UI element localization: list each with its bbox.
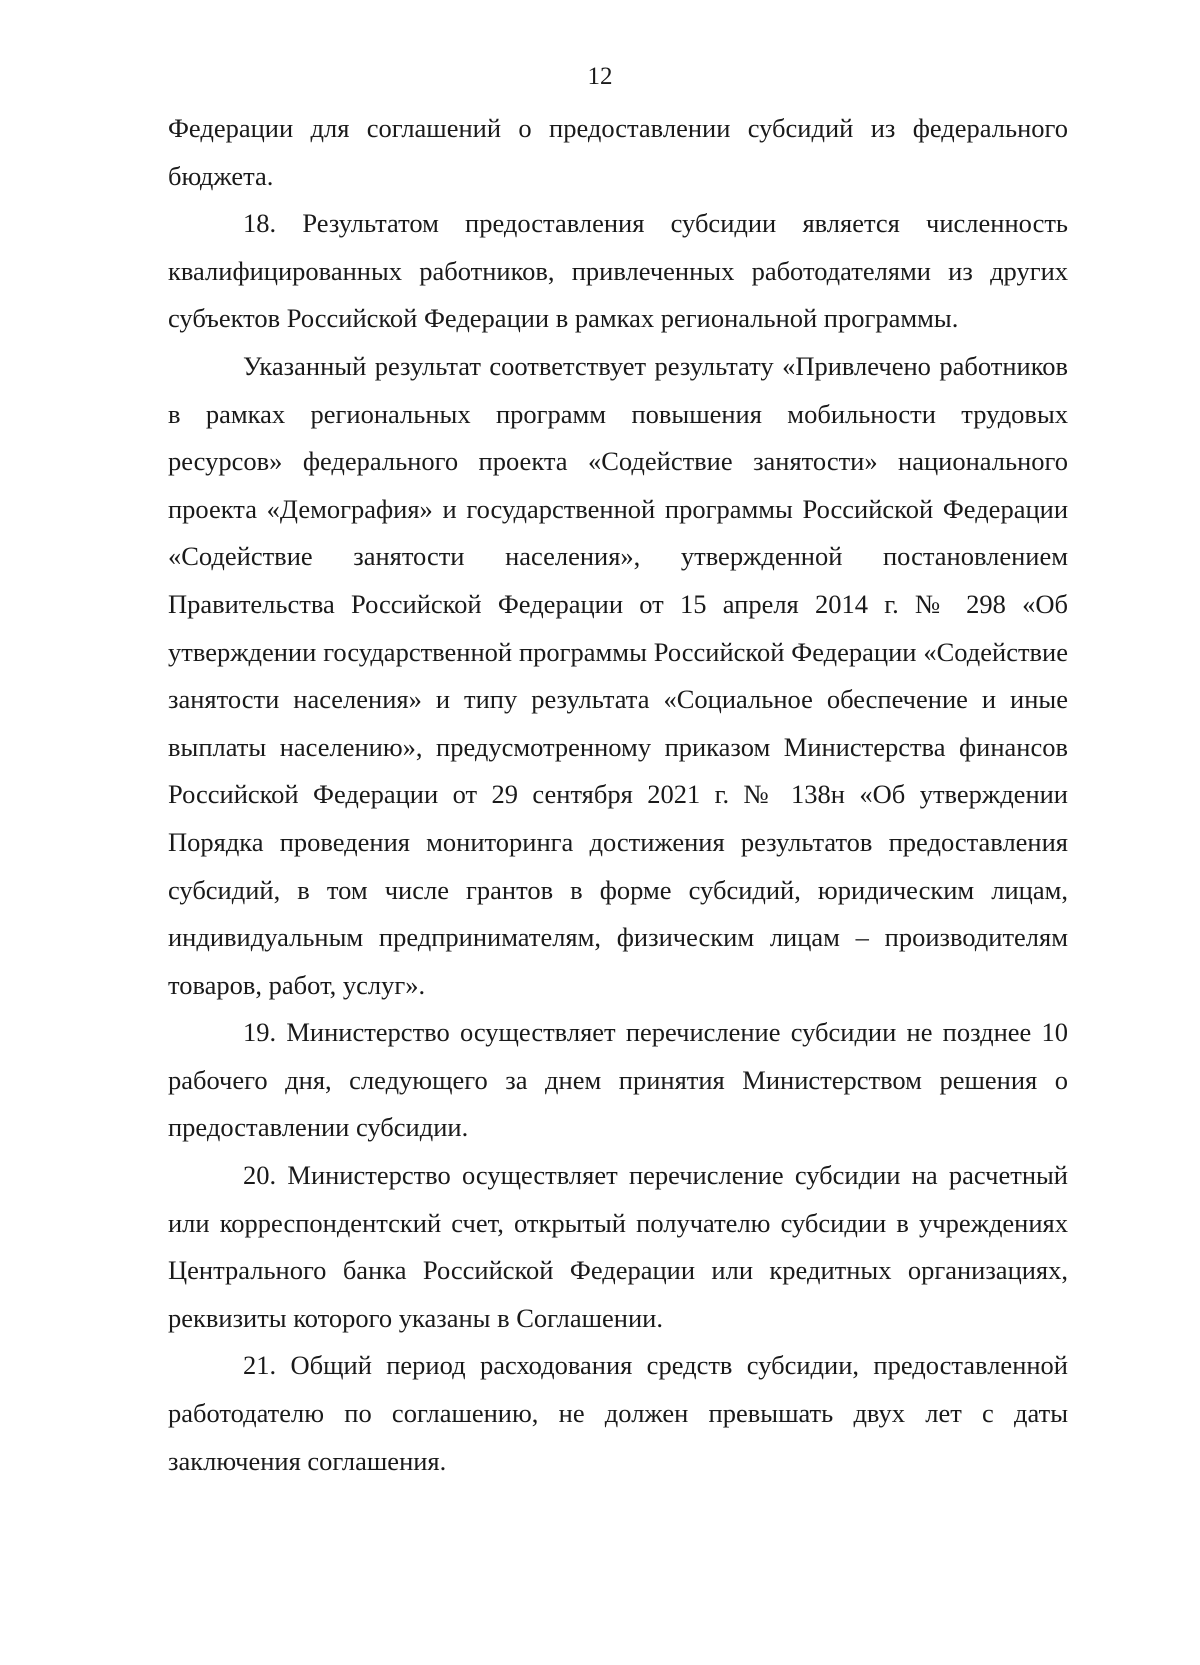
paragraph-item-19: 19. Министерство осуществляет перечисление субсидии не позднее 10 рабочего дня, следующего за днем принятия Министерством решения о предоставлении субсидии.: [168, 1017, 1068, 1143]
paragraph-item-21: 21. Общий период расходования средств субсидии, предоставленной работодателю по соглашению, не должен превышать двух лет с даты заключения соглашения.: [168, 1350, 1068, 1476]
page-number: 12: [587, 63, 613, 90]
paragraph-result-description: Указанный результат соответствует результату «Привлечено работников в рамках региональных программ повышения мобильности трудовых ресурсов» федерального проекта «Содействие занятости» национального проекта «Демография» и государственной программы Российской Федерации «Содействие занятости населения», утвержденной постановлением Правительства Российской Федерации от 15 апреля 2014 г. № 298 «Об утверждении государственной программы Российской Федерации «Содействие занятости населения» и типу результата «Социальное обеспечение и иные выплаты населению», предусмотренному приказом Министерства финансов Российской Федерации от 29 сентября 2021 г. № 138н «Об утверждении Порядка проведения мониторинга достижения результатов предоставления субсидий, в том числе грантов в форме субсидий, юридическим лицам, индивидуальным предпринимателям, физическим лицам – производителям товаров, работ, услуг».: [168, 350, 1068, 1000]
paragraph-item-20: 20. Министерство осуществляет перечисление субсидии на расчетный или корреспондентский счет, открытый получателю субсидии в учреждениях Центрального банка Российской Федерации или кредитных организациях, реквизиты которого указаны в Соглашении.: [168, 1160, 1068, 1333]
paragraph-continuation: Федерации для соглашений о предоставлении субсидий из федерального бюджета.: [168, 113, 1068, 191]
paragraph-item-18: 18. Результатом предоставления субсидии является численность квалифицированных работников, привлеченных работодателями из других субъектов Российской Федерации в рамках региональной программы.: [168, 208, 1068, 334]
document-body: [168, 105, 1068, 1485]
